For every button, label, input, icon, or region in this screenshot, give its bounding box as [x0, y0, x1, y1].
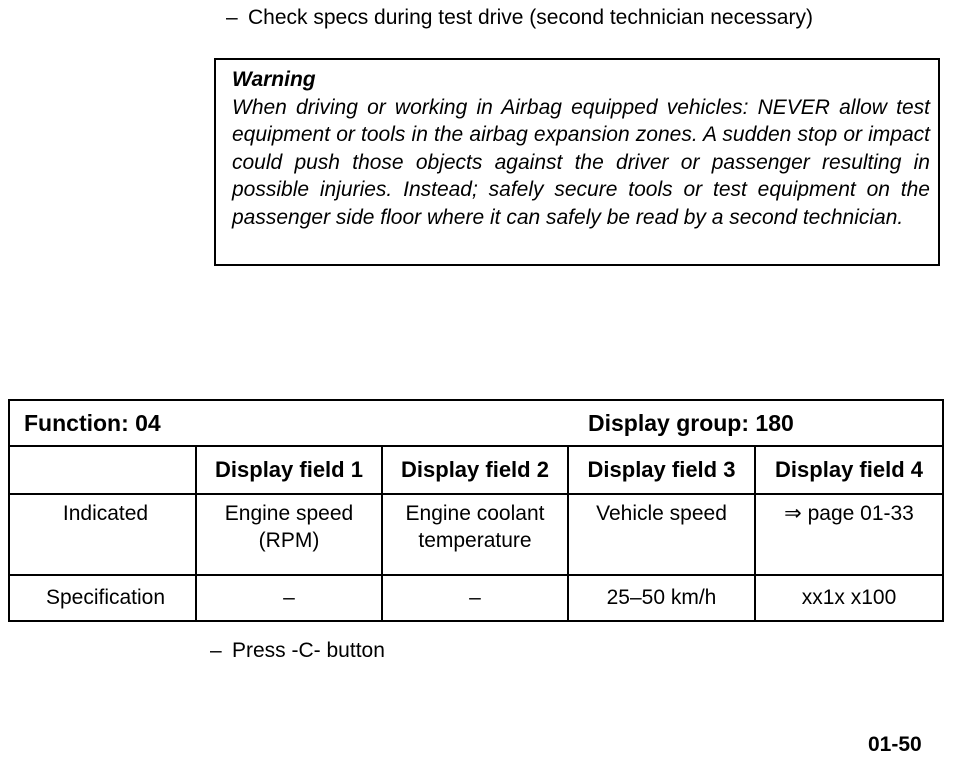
- warning-title: Warning: [232, 68, 316, 91]
- display-group-table: [8, 399, 944, 622]
- header-cell-empty: [9, 446, 196, 494]
- indicated-field-1: Engine speed (RPM): [196, 494, 382, 575]
- spec-field-1: –: [196, 575, 382, 621]
- step-dash: –: [226, 6, 238, 29]
- warning-box: [214, 58, 940, 266]
- header-display-field-1: Display field 1: [196, 446, 382, 494]
- step-dash: –: [210, 639, 222, 662]
- table-row-specification: [9, 575, 943, 621]
- spec-field-3: 25–50 km/h: [568, 575, 755, 621]
- step-press-c-text: Press -C- button: [232, 639, 385, 662]
- step-press-c-button: [210, 638, 385, 664]
- table-title-row: [9, 400, 943, 446]
- spec-field-2: –: [382, 575, 568, 621]
- function-label: Function: 04: [24, 410, 161, 436]
- table-row-indicated: [9, 494, 943, 575]
- header-display-field-2: Display field 2: [382, 446, 568, 494]
- row-label-indicated: Indicated: [9, 494, 196, 575]
- indicated-field-2: Engine coolant temperature: [382, 494, 568, 575]
- table-header-row: [9, 446, 943, 494]
- step-check-specs: [226, 5, 813, 31]
- row-label-specification: Specification: [9, 575, 196, 621]
- step-check-specs-text: Check specs during test drive (second technician necessary): [248, 6, 813, 29]
- indicated-field-4: ⇒ page 01-33: [755, 494, 943, 575]
- display-group-label: Display group: 180: [588, 410, 794, 436]
- indicated-field-3: Vehicle speed: [568, 494, 755, 575]
- warning-text: When driving or working in Airbag equipped vehicles: NEVER allow test equipment or tools in the airbag expansion zones. A sudden stop or impact could push those objects against the driver or passenger resulting in possible injuries. Instead; safely secure tools or test equipment on the passenger side floor where it can safely be read by a second technician.: [232, 95, 930, 229]
- header-display-field-4: Display field 4: [755, 446, 943, 494]
- table-title-cell: [9, 400, 943, 446]
- header-display-field-3: Display field 3: [568, 446, 755, 494]
- page-number: 01-50: [868, 733, 922, 756]
- spec-field-4: xx1x x100: [755, 575, 943, 621]
